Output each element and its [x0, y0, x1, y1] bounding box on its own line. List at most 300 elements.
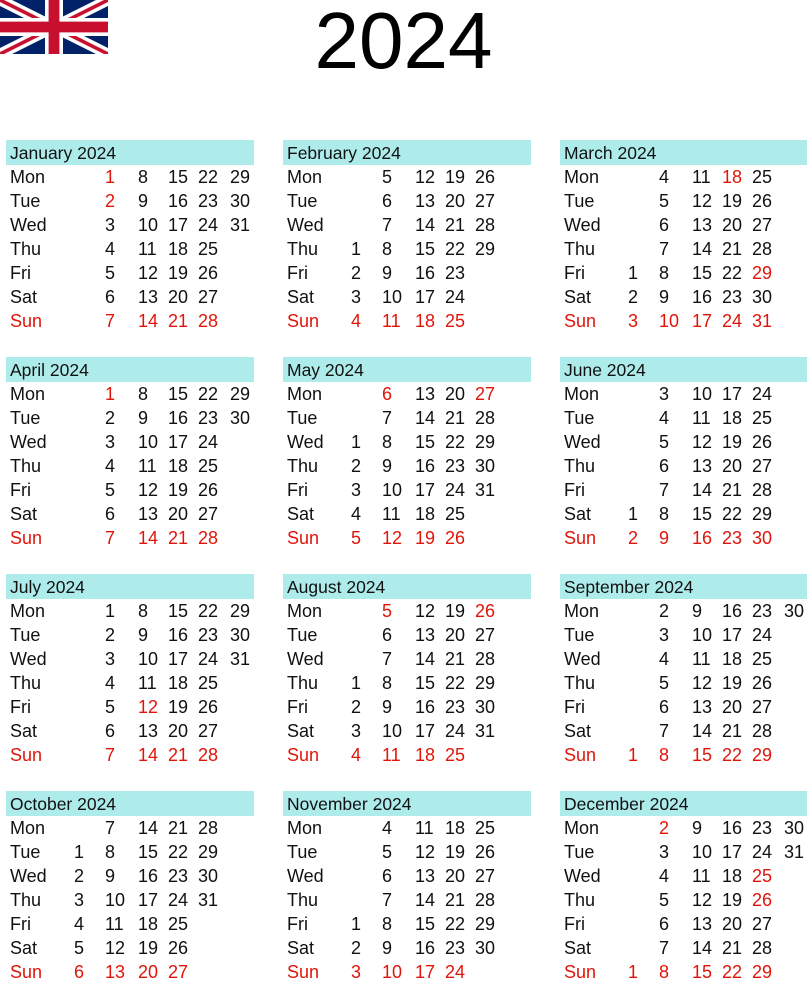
date-cell: 25: [752, 649, 773, 669]
date-cell: 6: [659, 697, 670, 717]
date-cell: 31: [230, 649, 251, 669]
week-row: [6, 719, 254, 743]
date-cell: 20: [445, 384, 466, 404]
week-row: [560, 840, 807, 864]
month-block: [6, 357, 254, 550]
date-cell: 24: [722, 311, 743, 331]
week-row: [6, 623, 254, 647]
date-cell: 31: [230, 215, 251, 235]
date-cell: 31: [198, 890, 219, 910]
date-cell: 30: [198, 866, 219, 886]
date-cell: 6: [659, 456, 670, 476]
date-cell: 25: [445, 311, 466, 331]
date-cell: 6: [659, 215, 670, 235]
date-cell: 26: [475, 167, 496, 187]
date-cell: 2: [105, 408, 116, 428]
day-name: Mon: [287, 818, 323, 838]
date-cell: 7: [659, 239, 670, 259]
date-cell: 17: [415, 480, 436, 500]
date-cell: 13: [692, 215, 713, 235]
date-cell: 3: [105, 215, 116, 235]
date-cell: 22: [722, 745, 743, 765]
date-cell: 26: [475, 601, 496, 621]
date-cell: 27: [198, 287, 219, 307]
date-cell: 16: [168, 625, 189, 645]
week-row: [283, 695, 531, 719]
date-cell: 3: [105, 432, 116, 452]
date-cell: 14: [415, 890, 436, 910]
day-name: Wed: [287, 215, 324, 235]
date-cell: 6: [382, 384, 393, 404]
date-cell: 9: [659, 287, 670, 307]
week-row: [560, 261, 807, 285]
week-row: [6, 671, 254, 695]
month-block: [560, 357, 807, 550]
week-row: [560, 719, 807, 743]
date-cell: 24: [198, 215, 219, 235]
week-row: [283, 285, 531, 309]
day-name: Tue: [10, 191, 41, 211]
date-cell: 21: [722, 480, 743, 500]
week-row: [560, 647, 807, 671]
date-cell: 17: [415, 721, 436, 741]
date-cell: 21: [445, 890, 466, 910]
week-row: [6, 743, 254, 767]
week-row: [6, 912, 254, 936]
month-title: July 2024: [6, 574, 254, 599]
date-cell: 12: [138, 263, 159, 283]
date-cell: 10: [382, 287, 403, 307]
date-cell: 4: [382, 818, 393, 838]
week-row: [560, 502, 807, 526]
date-cell: 8: [659, 962, 670, 982]
date-cell: 11: [692, 167, 711, 187]
month-title: February 2024: [283, 140, 531, 165]
week-row: [283, 840, 531, 864]
day-name: Thu: [564, 456, 596, 476]
week-row: [283, 430, 531, 454]
date-cell: 4: [351, 504, 362, 524]
day-name: Thu: [287, 890, 319, 910]
date-cell: 8: [382, 432, 393, 452]
week-row: [283, 816, 531, 840]
date-cell: 27: [198, 504, 219, 524]
date-cell: 18: [445, 818, 466, 838]
date-cell: 3: [351, 287, 362, 307]
date-cell: 5: [382, 167, 393, 187]
date-cell: 22: [722, 504, 743, 524]
month-block: [6, 574, 254, 767]
day-name: Fri: [10, 914, 31, 934]
date-cell: 25: [752, 408, 773, 428]
date-cell: 24: [752, 384, 773, 404]
date-cell: 13: [415, 625, 436, 645]
date-cell: 22: [198, 601, 219, 621]
week-row: [6, 478, 254, 502]
date-cell: 26: [198, 480, 219, 500]
week-row: [560, 695, 807, 719]
date-cell: 30: [752, 528, 773, 548]
day-name: Sun: [564, 311, 597, 331]
date-cell: 27: [752, 456, 773, 476]
date-cell: 17: [415, 287, 436, 307]
date-cell: 5: [351, 528, 362, 548]
month-block: [560, 574, 807, 767]
date-cell: 9: [659, 528, 670, 548]
day-name: Tue: [287, 408, 318, 428]
week-row: [560, 816, 807, 840]
day-name: Thu: [287, 673, 319, 693]
date-cell: 31: [784, 842, 805, 862]
date-cell: 2: [351, 938, 362, 958]
date-cell: 12: [138, 697, 159, 717]
date-cell: 29: [198, 842, 219, 862]
week-row: [6, 406, 254, 430]
date-cell: 26: [752, 890, 773, 910]
date-cell: 29: [475, 673, 496, 693]
week-row: [283, 599, 531, 623]
date-cell: 18: [722, 866, 743, 886]
week-row: [6, 285, 254, 309]
date-cell: 15: [692, 263, 713, 283]
week-row: [283, 623, 531, 647]
day-name: Wed: [287, 432, 324, 452]
day-name: Thu: [564, 239, 596, 259]
date-cell: 4: [351, 745, 362, 765]
date-cell: 18: [722, 167, 743, 187]
date-cell: 13: [692, 697, 713, 717]
week-row: [560, 454, 807, 478]
week-row: [560, 285, 807, 309]
day-name: Wed: [10, 649, 47, 669]
day-name: Fri: [564, 480, 585, 500]
date-cell: 30: [784, 601, 805, 621]
day-name: Wed: [564, 649, 601, 669]
date-cell: 7: [382, 649, 393, 669]
date-cell: 19: [168, 263, 189, 283]
date-cell: 28: [198, 528, 219, 548]
date-cell: 7: [105, 528, 116, 548]
date-cell: 4: [659, 167, 670, 187]
day-name: Mon: [564, 601, 600, 621]
day-name: Sun: [564, 962, 597, 982]
date-cell: 4: [659, 649, 670, 669]
date-cell: 8: [138, 167, 149, 187]
date-cell: 26: [752, 673, 773, 693]
date-cell: 9: [138, 191, 149, 211]
year-title: 2024: [314, 0, 493, 85]
week-row: [283, 382, 531, 406]
date-cell: 3: [74, 890, 85, 910]
day-name: Thu: [287, 456, 319, 476]
week-row: [6, 189, 254, 213]
day-name: Sat: [287, 287, 315, 307]
day-name: Tue: [564, 842, 595, 862]
day-name: Wed: [287, 649, 324, 669]
date-cell: 15: [692, 962, 713, 982]
date-cell: 1: [351, 914, 362, 934]
date-cell: 12: [692, 673, 713, 693]
day-name: Sun: [287, 528, 320, 548]
date-cell: 17: [722, 625, 743, 645]
date-cell: 7: [659, 480, 670, 500]
date-cell: 15: [692, 504, 713, 524]
date-cell: 18: [722, 649, 743, 669]
day-name: Wed: [564, 215, 601, 235]
date-cell: 8: [659, 263, 670, 283]
date-cell: 2: [105, 625, 116, 645]
date-cell: 20: [722, 456, 743, 476]
day-name: Mon: [10, 167, 46, 187]
month-title: September 2024: [560, 574, 807, 599]
date-cell: 20: [138, 962, 159, 982]
week-row: [6, 213, 254, 237]
date-cell: 4: [105, 239, 116, 259]
date-cell: 9: [138, 408, 149, 428]
date-cell: 11: [105, 914, 124, 934]
date-cell: 19: [722, 191, 743, 211]
date-cell: 24: [198, 649, 219, 669]
date-cell: 13: [138, 287, 159, 307]
date-cell: 5: [659, 191, 670, 211]
date-cell: 5: [382, 601, 393, 621]
week-row: [6, 816, 254, 840]
date-cell: 15: [168, 601, 189, 621]
date-cell: 4: [105, 673, 116, 693]
day-name: Sat: [564, 721, 592, 741]
date-cell: 11: [415, 818, 434, 838]
week-row: [6, 864, 254, 888]
date-cell: 11: [692, 408, 711, 428]
week-row: [283, 864, 531, 888]
date-cell: 31: [752, 311, 773, 331]
date-cell: 12: [692, 432, 713, 452]
week-row: [560, 623, 807, 647]
date-cell: 29: [230, 384, 251, 404]
week-row: [283, 526, 531, 550]
week-row: [560, 213, 807, 237]
day-name: Sun: [10, 311, 43, 331]
date-cell: 8: [659, 745, 670, 765]
date-cell: 27: [752, 697, 773, 717]
date-cell: 1: [628, 263, 639, 283]
date-cell: 25: [475, 818, 496, 838]
date-cell: 1: [351, 673, 362, 693]
date-cell: 22: [198, 167, 219, 187]
date-cell: 24: [445, 287, 466, 307]
date-cell: 18: [168, 673, 189, 693]
day-name: Fri: [564, 263, 585, 283]
month-title: December 2024: [560, 791, 807, 816]
day-name: Thu: [10, 673, 42, 693]
date-cell: 5: [659, 673, 670, 693]
date-cell: 4: [351, 311, 362, 331]
day-name: Mon: [287, 384, 323, 404]
date-cell: 7: [382, 408, 393, 428]
day-name: Thu: [564, 673, 596, 693]
date-cell: 14: [692, 721, 713, 741]
week-row: [560, 526, 807, 550]
date-cell: 18: [138, 914, 159, 934]
date-cell: 17: [722, 842, 743, 862]
date-cell: 23: [168, 866, 189, 886]
date-cell: 27: [752, 914, 773, 934]
month-block: [283, 574, 531, 767]
week-row: [283, 888, 531, 912]
date-cell: 16: [415, 263, 436, 283]
date-cell: 24: [168, 890, 189, 910]
date-cell: 21: [168, 311, 189, 331]
date-cell: 18: [168, 239, 189, 259]
day-name: Fri: [287, 263, 308, 283]
date-cell: 17: [138, 890, 159, 910]
date-cell: 5: [659, 432, 670, 452]
date-cell: 3: [659, 625, 670, 645]
date-cell: 18: [415, 504, 436, 524]
date-cell: 23: [198, 191, 219, 211]
week-row: [283, 478, 531, 502]
date-cell: 8: [138, 384, 149, 404]
date-cell: 12: [415, 842, 436, 862]
week-row: [560, 309, 807, 333]
date-cell: 17: [168, 649, 189, 669]
week-row: [6, 430, 254, 454]
day-name: Tue: [10, 842, 41, 862]
day-name: Sat: [287, 721, 315, 741]
date-cell: 23: [445, 938, 466, 958]
date-cell: 20: [445, 866, 466, 886]
week-row: [560, 599, 807, 623]
date-cell: 23: [752, 818, 773, 838]
date-cell: 14: [692, 480, 713, 500]
date-cell: 23: [445, 456, 466, 476]
date-cell: 17: [168, 215, 189, 235]
week-row: [6, 309, 254, 333]
date-cell: 11: [138, 456, 157, 476]
date-cell: 25: [445, 504, 466, 524]
date-cell: 5: [74, 938, 85, 958]
week-row: [283, 936, 531, 960]
date-cell: 3: [351, 721, 362, 741]
date-cell: 1: [351, 432, 362, 452]
week-row: [283, 912, 531, 936]
day-name: Sat: [564, 287, 592, 307]
date-cell: 20: [445, 191, 466, 211]
date-cell: 10: [382, 962, 403, 982]
date-cell: 11: [692, 649, 711, 669]
date-cell: 15: [138, 842, 159, 862]
date-cell: 16: [722, 601, 743, 621]
date-cell: 14: [138, 528, 159, 548]
day-name: Wed: [10, 215, 47, 235]
date-cell: 9: [382, 938, 393, 958]
week-row: [283, 671, 531, 695]
date-cell: 16: [692, 287, 713, 307]
date-cell: 26: [198, 697, 219, 717]
date-cell: 26: [168, 938, 189, 958]
date-cell: 16: [168, 408, 189, 428]
date-cell: 8: [138, 601, 149, 621]
date-cell: 14: [138, 818, 159, 838]
date-cell: 11: [138, 239, 157, 259]
date-cell: 17: [415, 962, 436, 982]
date-cell: 14: [692, 239, 713, 259]
date-cell: 13: [692, 914, 713, 934]
date-cell: 1: [105, 167, 116, 187]
date-cell: 28: [475, 890, 496, 910]
date-cell: 15: [415, 914, 436, 934]
date-cell: 23: [198, 408, 219, 428]
date-cell: 19: [168, 697, 189, 717]
day-name: Sat: [10, 721, 38, 741]
date-cell: 23: [445, 697, 466, 717]
date-cell: 28: [198, 818, 219, 838]
date-cell: 18: [168, 456, 189, 476]
date-cell: 12: [415, 601, 436, 621]
week-row: [6, 647, 254, 671]
date-cell: 3: [628, 311, 639, 331]
date-cell: 18: [415, 745, 436, 765]
date-cell: 20: [168, 721, 189, 741]
month-title: May 2024: [283, 357, 531, 382]
date-cell: 21: [445, 215, 466, 235]
date-cell: 22: [722, 263, 743, 283]
date-cell: 7: [659, 938, 670, 958]
week-row: [283, 647, 531, 671]
week-row: [6, 454, 254, 478]
day-name: Sat: [287, 504, 315, 524]
date-cell: 27: [475, 191, 496, 211]
month-title: January 2024: [6, 140, 254, 165]
week-row: [6, 526, 254, 550]
date-cell: 29: [752, 745, 773, 765]
date-cell: 24: [445, 480, 466, 500]
date-cell: 9: [382, 456, 393, 476]
date-cell: 3: [351, 962, 362, 982]
day-name: Thu: [10, 890, 42, 910]
date-cell: 12: [138, 480, 159, 500]
week-row: [560, 864, 807, 888]
date-cell: 10: [382, 721, 403, 741]
month-block: [283, 140, 531, 333]
day-name: Mon: [564, 384, 600, 404]
date-cell: 21: [722, 239, 743, 259]
date-cell: 5: [105, 697, 116, 717]
day-name: Tue: [287, 842, 318, 862]
date-cell: 27: [475, 866, 496, 886]
date-cell: 30: [230, 408, 251, 428]
month-title: March 2024: [560, 140, 807, 165]
date-cell: 24: [445, 962, 466, 982]
date-cell: 29: [475, 914, 496, 934]
month-block: [560, 140, 807, 333]
week-row: [6, 165, 254, 189]
week-row: [560, 237, 807, 261]
day-name: Wed: [564, 432, 601, 452]
day-name: Tue: [10, 408, 41, 428]
day-name: Mon: [287, 167, 323, 187]
month-title: August 2024: [283, 574, 531, 599]
date-cell: 15: [692, 745, 713, 765]
date-cell: 6: [105, 504, 116, 524]
date-cell: 2: [351, 697, 362, 717]
date-cell: 25: [198, 239, 219, 259]
date-cell: 31: [475, 721, 496, 741]
day-name: Sun: [10, 962, 43, 982]
date-cell: 13: [415, 866, 436, 886]
day-name: Sun: [564, 528, 597, 548]
date-cell: 5: [382, 842, 393, 862]
